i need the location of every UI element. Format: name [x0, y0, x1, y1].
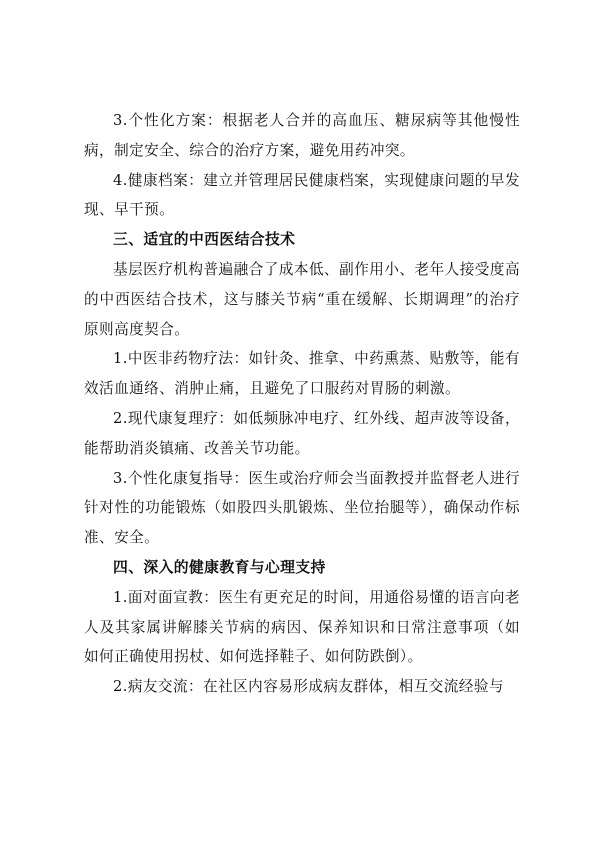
section-heading-four: 四、深入的健康教育与心理支持	[113, 558, 326, 576]
paragraph-section-three-intro: 基层医疗机构普遍融合了成本低、副作用小、老年人接受度高的中西医结合技术，这与膝关节病“重在缓解、长期调理”的治疗原则高度契合。	[84, 260, 520, 338]
paragraph-rehab-guidance: 3.个性化康复指导：医生或治疗师会当面教授并监督老人进行针对性的功能锻炼（如股四头肌锻炼、坐位抬腿等），确保动作标准、安全。	[84, 469, 520, 547]
paragraph-patient-exchange: 2.病友交流：在社区内容易形成病友群体，相互交流经验与	[113, 678, 504, 696]
paragraph-health-records: 4.健康档案：建立并管理居民健康档案，实现健康问题的早发现、早干预。	[84, 171, 520, 219]
paragraph-personalized-plan: 3.个性化方案：根据老人合并的高血压、糖尿病等其他慢性病，制定安全、综合的治疗方案，避免用药冲突。	[84, 112, 520, 159]
paragraph-rehab-physiotherapy: 2.现代康复理疗：如低频脉冲电疗、红外线、超声波等设备，能帮助消炎镇痛、改善关节功能。	[84, 409, 520, 457]
section-heading-three: 三、适宜的中西医结合技术	[113, 231, 296, 249]
document-body	[84, 106, 520, 702]
paragraph-face-to-face-education: 1.面对面宣教：医生有更充足的时间，用通俗易懂的语言向老人及其家属讲解膝关节病的病因、保养知识和日常注意事项（如如何正确使用拐杖、如何选择鞋子、如何防跌倒）。	[84, 588, 520, 666]
paragraph-tcm-therapy: 1.中医非药物疗法：如针灸、推拿、中药熏蒸、贴敷等，能有效活血通络、消肿止痛，且避免了口服药对胃肠的刺激。	[84, 350, 520, 398]
